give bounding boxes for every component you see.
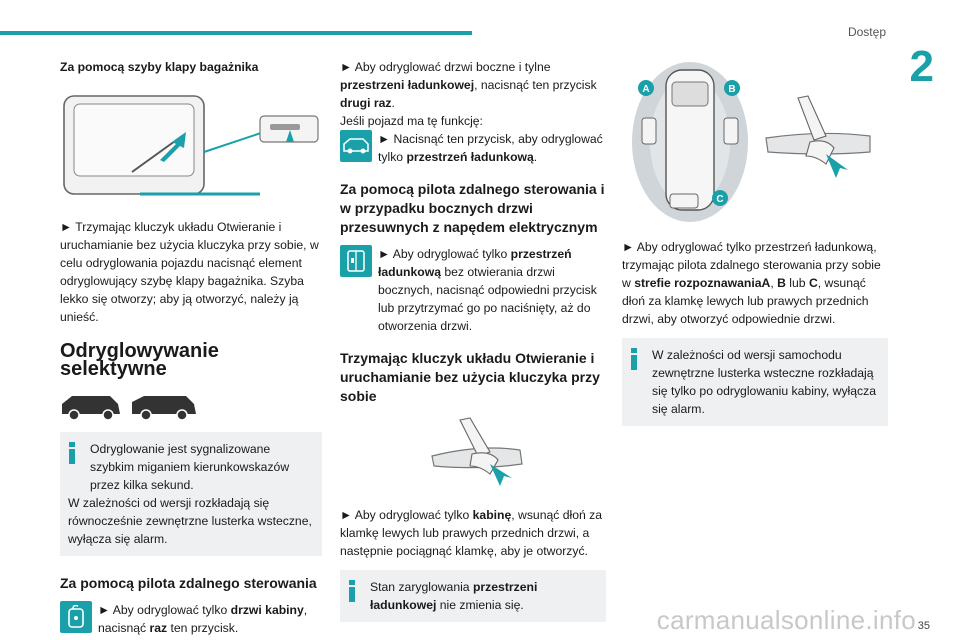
chapter-color-bar — [0, 31, 472, 35]
zone-label-c: C — [716, 194, 724, 205]
remote-instruction: ► Aby odryglować tylko drzwi kabiny, nacisnąć raz ten przycisk. — [60, 601, 322, 637]
page-number: 35 — [917, 620, 930, 632]
column-left — [60, 58, 322, 640]
sliding-doors-instruction: ► Aby odryglować tylko przestrzeń ładunkową bez otwierania drzwi bocznych, nacisnąć odpowiedni przycisk lub przytrzymać go po naciśnięty, aż do otworzenia drzwi. — [340, 245, 606, 335]
section-title: Dostęp — [847, 25, 886, 39]
zone-label-b: B — [728, 84, 736, 95]
van-silhouettes — [60, 392, 200, 422]
info-icon — [68, 442, 76, 466]
tailgate-instruction: ► Trzymając kluczyk układu Otwieranie i uruchamianie bez użycia kluczyka przy sobie, w celu odryglowania pojazdu nacisnąć element odryglowujący szybę klapy bagażnika. Szyba lekko się otworzy; aby ją otworzyć, należy ją unieść. — [60, 220, 319, 324]
chapter-number: 2 — [909, 42, 934, 91]
heading-remote-control: Za pomocą pilota zdalnego sterowania — [60, 575, 317, 591]
unlock-key-icon — [60, 601, 92, 633]
info-box-mirrors: W zależności od wersji samochodu zewnętrzne lusterka wsteczne rozkładają się tylko po odryglowaniu kabiny, wyłącza się alarm. — [622, 338, 888, 426]
info-icon — [348, 580, 356, 604]
watermark: carmanualsonline.info — [656, 605, 916, 635]
heading-keyless-entry: Trzymając kluczyk układu Otwieranie i uruchamianie bez użycia kluczyka przy sobie — [340, 350, 600, 404]
heading-selective-unlocking: Odryglowywanie selektywne — [60, 340, 219, 380]
recognition-zone-illustration — [622, 58, 888, 228]
sliding-door-key-icon — [340, 245, 372, 277]
zone-unlock-instruction: ► Aby odryglować tylko przestrzeń ładunkową, trzymając pilota zdalnego sterowania przy sobie w strefie rozpoznawaniaA, B lub C, wsunąć dłoń za klamkę lewych lub prawych przednich drzwi, aby otworzyć odpowiednie drzwi. — [622, 240, 881, 326]
heading-remote-sliding-doors: Za pomocą pilota zdalnego sterowania i w przypadku bocznych drzwi przesuwnych z napędem elektrycznym — [340, 181, 605, 235]
zone-label-a: A — [642, 84, 650, 95]
feature-note: Jeśli pojazd ma tę funkcję: — [340, 114, 483, 128]
cargo-unlock-instruction: ► Aby odryglować drzwi boczne i tylne przestrzeni ładunkowej, nacisnąć ten przycisk drugi raz. — [340, 60, 597, 110]
heading-tailgate-window: Za pomocą szyby klapy bagażnika — [60, 60, 259, 74]
info-text: Odryglowanie jest sygnalizowane szybkim miganiem kierunkowskazów przez kilka sekund. — [90, 442, 290, 492]
cabin-unlock-instruction: ► Aby odryglować tylko kabinę, wsunąć dłoń za klamkę lewych lub prawych przednich drzwi, a następnie pociągnąć klamkę, aby je otworzyć. — [340, 508, 603, 558]
info-box-signaling — [60, 432, 322, 556]
column-right — [622, 58, 888, 440]
tailgate-illustration — [60, 90, 322, 202]
column-middle — [340, 58, 606, 636]
info-text: W zależności od wersji rozkładają się równocześnie zewnętrzne lusterka wsteczne, wyłącza się alarm. — [68, 496, 312, 546]
info-box-cargo-lock: Stan zaryglowania przestrzeni ładunkowej nie zmienia się. — [340, 570, 606, 622]
info-icon — [630, 348, 638, 372]
cargo-key-instruction: ► Nacisnąć ten przycisk, aby odryglować tylko przestrzeń ładunkową. — [340, 130, 606, 166]
door-handle-illustration — [340, 414, 606, 500]
van-key-icon — [340, 130, 372, 162]
